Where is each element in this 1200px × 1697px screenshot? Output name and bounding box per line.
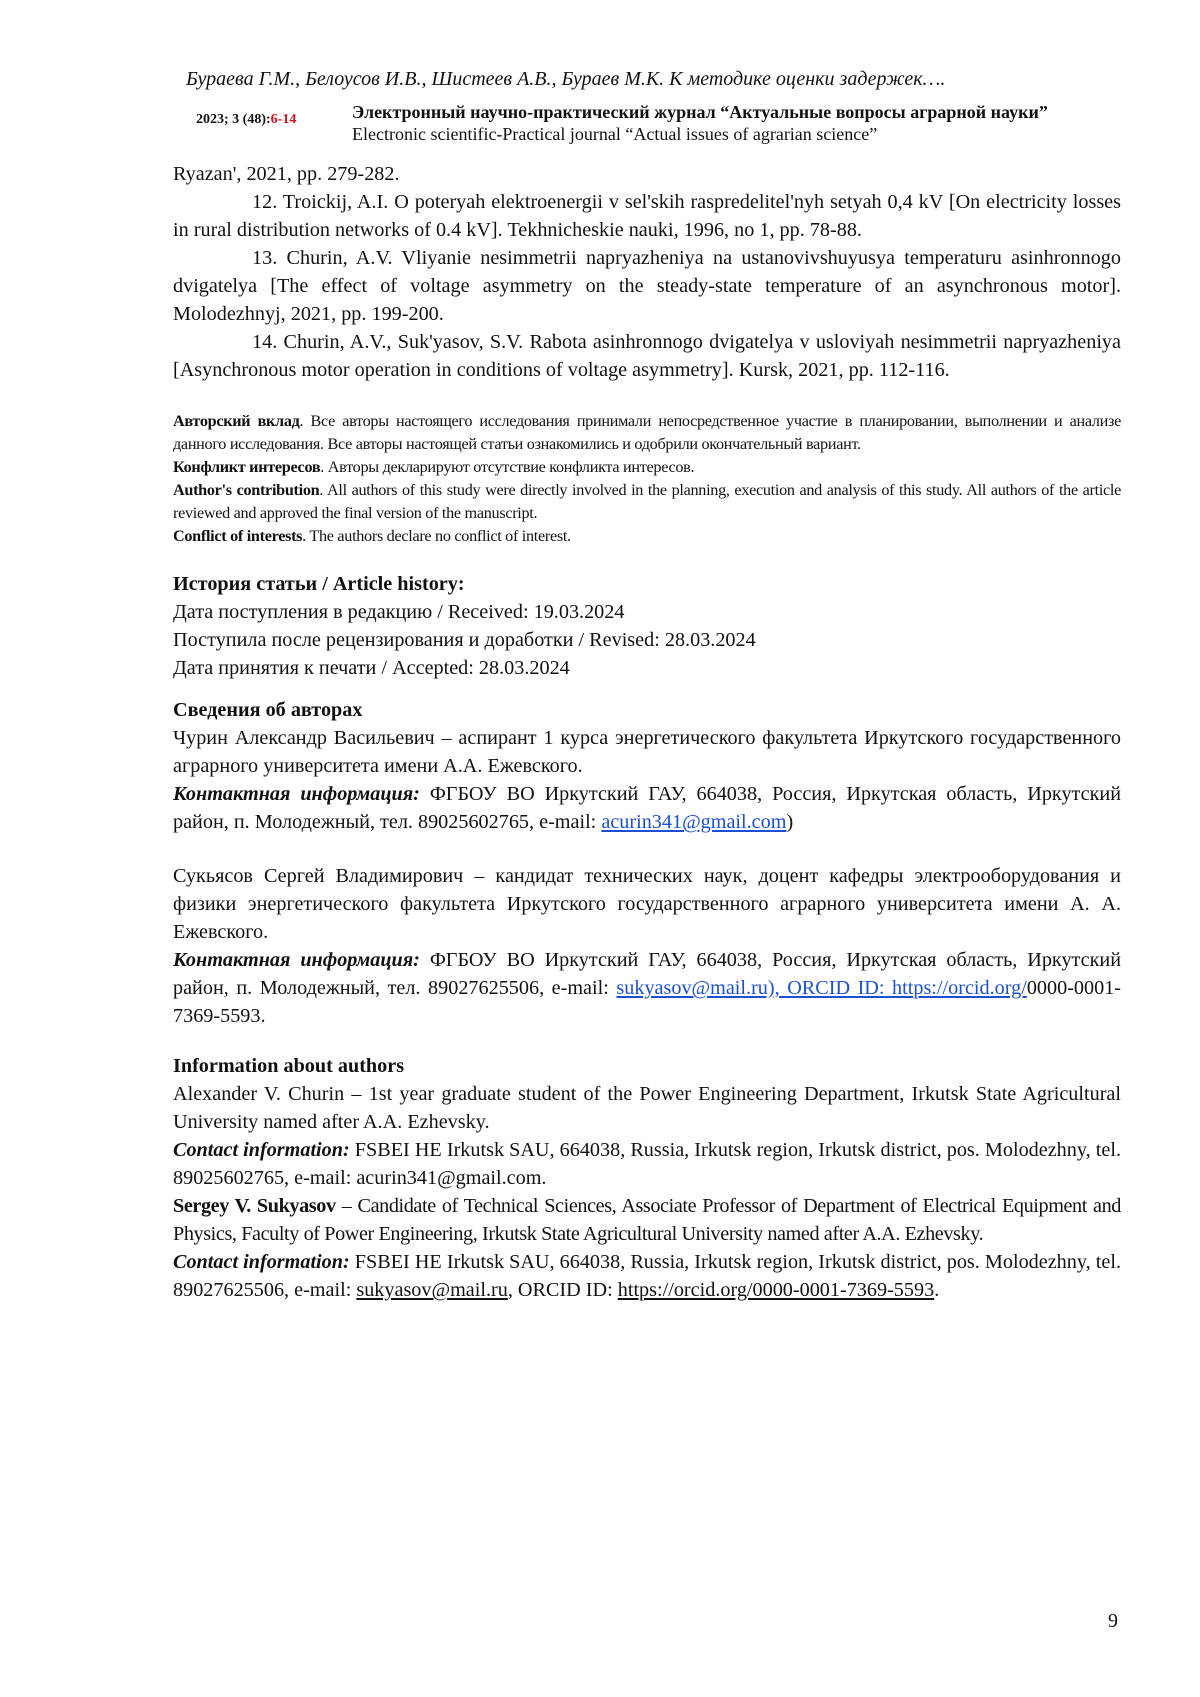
author-contribution-en-label: Author's contribution [173,481,320,499]
author-contribution-en: Author's contribution. All authors of this study were directly involved in the planning, execution and analysis of this study. All authors of the article reviewed and approved the final version of the manuscript. [173,481,1121,522]
journal-title-en: Electronic scientific-Practical journal “Actual issues of agrarian science” [352,124,878,144]
author-ru-1: Чурин Александр Васильевич – аспирант 1 курса энергетического факультета Иркутского государственного аграрного университета имени А.А. Ежевского. [173,727,1121,777]
journal-title-ru: Электронный научно-практический журнал “Актуальные вопросы аграрной науки” [352,102,1048,122]
issue-volume [196,112,296,128]
author-en-2: Sergey V. Sukyasov – Candidate of Technical Sciences, Associate Professor of Department of Electrical Equipment and Physics, Faculty of Power Engineering, Irkutsk State Agricultural University named after A.A. Ezhevsky. [173,1195,1121,1245]
conflict-interests-en-label: Conflict of interests [173,527,303,545]
author-en-2-email-link[interactable]: sukyasov@mail.ru [356,1279,508,1301]
journal-title [352,101,1048,145]
author-en-2-contact: Contact information: FSBEI HE Irkutsk SAU, 664038, Russia, Irkutsk region, Irkutsk district, pos. Molodezhny, tel. 89027625506, e-mail: sukyasov@mail.ru, ORCID ID: https://orcid.org/0000-0001-7369-5593. [173,1251,1122,1301]
author-en-2-orcid-link[interactable]: https://orcid.org/0000-0001-7369-5593 [617,1279,935,1301]
article-history-title: История статьи / Article history: [173,573,465,595]
reference-14: 14. Churin, A.V., Suk'yasov, S.V. Rabota asinhronnogo dvigatelya v usloviyah nesimmetrii napryazheniya [Asynchronous motor operation in conditions of voltage asymmetry]. Kursk, 2021, pp. 112-116. [173,331,1121,381]
author-en-1: Alexander V. Churin – 1st year graduate student of the Power Engineering Department, Irkutsk State Agricultural University named after A.A. Ezhevsky. [173,1083,1121,1133]
reference-12: 12. Troickij, A.I. O poteryah elektroenergii v sel'skih raspredelitel'nyh setyah 0,4 kV [On electricity losses in rural distribution networks of 0.4 kV]. Tekhnicheskie nauki, 1996, no 1, pp. 78-88. [173,191,1121,241]
author-ru-2: Сукьясов Сергей Владимирович – кандидат технических наук, доцент кафедры электрооборудования и физики энергетического факультета Иркутского государственного аграрного университета имени А. А. Ежевского. [173,865,1121,943]
authors-en-title: Information about authors [173,1055,405,1077]
author-ru-2-contact: Контактная информация: ФГБОУ ВО Иркутский ГАУ, 664038, Россия, Иркутская область, Иркутский район, п. Молодежный, тел. 89027625506, e-mail: sukyasov@mail.ru), ORCID ID: https://orcid.org/0000-0001-7369-5593. [173,949,1122,1027]
author-ru-1-contact: Контактная информация: ФГБОУ ВО Иркутский ГАУ, 664038, Россия, Иркутская область, Иркутский район, п. Молодежный, тел. 89025602765, e-mail: acurin341@gmail.com) [173,783,1121,833]
conflict-interests-ru: Конфликт интересов. Авторы декларируют отсутствие конфликта интересов. [173,458,695,476]
running-header-authors: Бураева Г.М., Белоусов И.В., Шистеев А.В., Бураев М.К. К методике оценки задержек…. [186,68,946,90]
page-number: 9 [1108,1610,1118,1632]
authors-ru-title: Сведения об авторах [173,699,363,721]
author-contribution-ru: Авторский вклад. Все авторы настоящего исследования принимали непосредственное участие в планировании, выполнении и анализе данного исследования. Все авторы настоящей статьи ознакомились и одобрили окончательный вариант. [173,412,1121,453]
conflict-interests-ru-label: Конфликт интересов [173,458,321,476]
history-received: Дата поступления в редакцию / Received: 19.03.2024 [173,601,625,623]
issue-pages: 6-14 [270,112,297,127]
author-ru-1-email-link[interactable]: acurin341@gmail.com [601,811,787,833]
conflict-interests-en: Conflict of interests. The authors declare no conflict of interest. [173,527,571,545]
author-ru-2-email-orcid-link[interactable]: sukyasov@mail.ru), ORCID ID: https://orcid.org/ [616,977,1027,999]
author-contribution-ru-label: Авторский вклад [173,412,300,430]
reference-13: 13. Churin, A.V. Vliyanie nesimmetrii napryazheniya na ustanovivshuyusya temperaturu asinhronnogo dvigatelya [The effect of voltage asymmetry on the steady-state temperature of an asynchronous motor]. Molodezhnyj, 2021, pp. 199-200. [173,247,1121,325]
history-accepted: Дата принятия к печати / Accepted: 28.03.2024 [173,657,570,679]
history-revised: Поступила после рецензирования и доработки / Revised: 28.03.2024 [173,629,756,651]
issue-number: 2023; 3 (48): [196,112,271,127]
reference-continuation: Ryazan', 2021, pp. 279-282. [173,163,400,185]
author-en-1-contact: Contact information: FSBEI HE Irkutsk SAU, 664038, Russia, Irkutsk region, Irkutsk district, pos. Molodezhny, tel. 89025602765, e-mail: acurin341@gmail.com. [173,1139,1122,1189]
main-content [173,160,1121,1304]
